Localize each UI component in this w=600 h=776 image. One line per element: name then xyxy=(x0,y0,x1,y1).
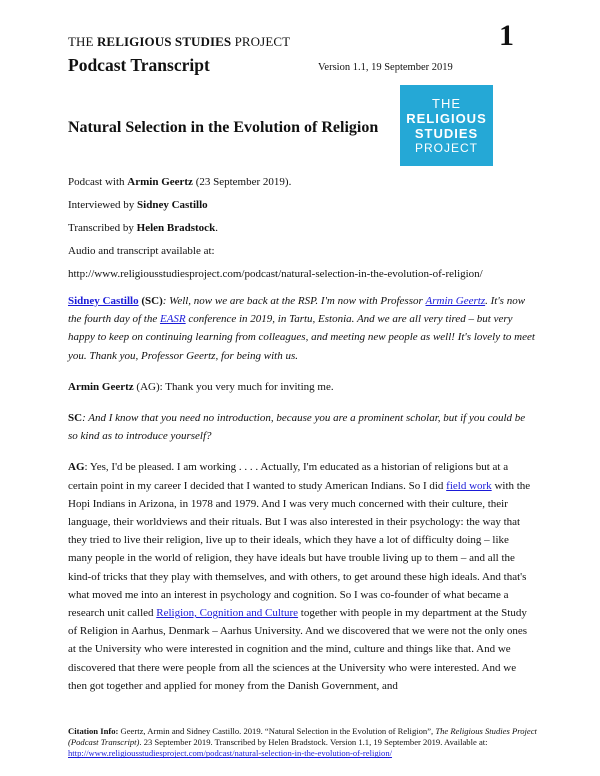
podcast-date: (23 September 2019). xyxy=(195,176,292,188)
p4-text-3: together with people in my department at the Study of Religion in Aarhus, Denmark – Aarhus University. And we discovered that we were not the only ones at the University who were interested in cognition and the mind, culture and things like that. And we discovered that there were people from all the sciences at the University who were interested. And we then got together and applied for money from the Danish Government, and xyxy=(68,607,528,692)
interviewed-line xyxy=(68,194,483,217)
logo-line-3: STUDIES xyxy=(414,126,479,141)
religion-cognition-culture-link[interactable]: Religion, Cognition and Culture xyxy=(156,607,299,620)
rsp-logo xyxy=(400,85,493,166)
transcript-body xyxy=(68,292,535,708)
brand-bold: RELIGIOUS STUDIES xyxy=(96,34,232,49)
easr-link[interactable]: EASR xyxy=(159,313,186,326)
citation-footer xyxy=(68,726,538,760)
speaker-code-sc: (SC) xyxy=(141,295,163,307)
logo-line-2: RELIGIOUS xyxy=(406,111,487,126)
interviewer-name: Sidney Castillo xyxy=(137,199,208,211)
p1-text-3: conference in 2019, in Tartu, Estonia. And we are all very tired – but very happy to keep on continuing learning from colleagues, and meeting new people as well! It's lovely to meet you. Thank you, Professor Geertz, for being with us. xyxy=(68,313,535,362)
field-work-link[interactable]: field work xyxy=(446,479,492,492)
paragraph-3 xyxy=(68,409,535,445)
paragraph-4 xyxy=(68,458,535,695)
p1-text-1: : Well, now we are back at the RSP. I'm now with Professor xyxy=(162,295,423,307)
page-number: 1 xyxy=(499,19,514,52)
p4-text-1: : Yes, I'd be pleased. I am working . . . . Actually, I'm educated as a historian of religions but at a certain point in my career I decided that I wanted to study American Indians. So I did xyxy=(68,461,509,492)
header-version: Version 1.1, 19 September 2019 xyxy=(318,62,453,73)
transcript-url: http://www.religiousstudiesproject.com/podcast/natural-selection-in-the-evolution-of-religion/ xyxy=(68,268,483,280)
podcast-with-line xyxy=(68,171,483,194)
brand-prefix: THE xyxy=(68,34,94,49)
paragraph-1 xyxy=(68,292,535,365)
guest-name: Armin Geertz xyxy=(127,176,193,188)
podcast-with-prefix: Podcast with xyxy=(68,176,125,188)
speaker-code-ag: (AG) xyxy=(136,380,160,393)
citation-url-link[interactable]: http://www.religiousstudiesproject.com/podcast/natural-selection-in-the-evolution-of-religion/ xyxy=(68,748,393,759)
transcribed-prefix: Transcribed by xyxy=(68,222,134,234)
transcribed-suffix: . xyxy=(215,222,218,234)
p1-text-2: . It's now the fourth day of the xyxy=(68,295,526,326)
p2-text: : Thank you very much for inviting me. xyxy=(159,380,334,393)
logo-line-1: THE xyxy=(432,96,461,111)
available-line: Audio and transcript available at: xyxy=(68,245,215,257)
paragraph-2 xyxy=(68,378,535,396)
citation-text-1: Geertz, Armin and Sidney Castillo. 2019. “Natural Selection in the Evolution of Religion”, xyxy=(120,726,434,736)
interviewed-prefix: Interviewed by xyxy=(68,199,135,211)
citation-text-2: . 23 September 2019. Transcribed by Helen Bradstock. Version 1.1, 19 September 2019. Available at: xyxy=(139,737,488,748)
logo-line-4: PROJECT xyxy=(414,141,478,155)
speaker-sc: SC xyxy=(68,412,83,425)
header-subtitle: Podcast Transcript xyxy=(68,55,210,75)
citation-journal: The Religious Studies Project (Podcast Transcript) xyxy=(68,726,537,748)
p4-text-2: with the Hopi Indians in Arizona, in 1978 and 1979. And I was very much concerned with their culture, their language, their worldviews and their rituals. But I was also interested in their psychology: the way that they tried to live their religion, live up to their ideals, which they have a lot of difficulty doing – like many people in the world of religion, they have ideals but have trouble living up to them – and all the kind-of tricks that they play with themselves, and with others, to get around these high ideals. And that's what moved me into an interest in psychology and cognition. So I was co-founder of what became a research unit called xyxy=(68,479,531,620)
p3-text: : And I know that you need no introduction, because you are a prominent scholar, but if you could be so kind as to introduce yourself? xyxy=(68,412,526,443)
armin-geertz-link[interactable]: Armin Geertz xyxy=(425,295,486,307)
transcribed-line xyxy=(68,217,483,240)
transcriber-name: Helen Bradstock xyxy=(136,222,216,234)
sidney-castillo-link[interactable]: Sidney Castillo xyxy=(68,295,139,307)
speaker-ag: AG xyxy=(68,461,85,474)
citation-label: Citation Info: xyxy=(68,726,119,736)
speaker-armin-geertz: Armin Geertz xyxy=(68,380,134,393)
brand-suffix: PROJECT xyxy=(234,34,291,49)
header-brand xyxy=(68,34,290,50)
podcast-meta xyxy=(68,171,483,286)
document-title: Natural Selection in the Evolution of Religion xyxy=(68,119,379,136)
